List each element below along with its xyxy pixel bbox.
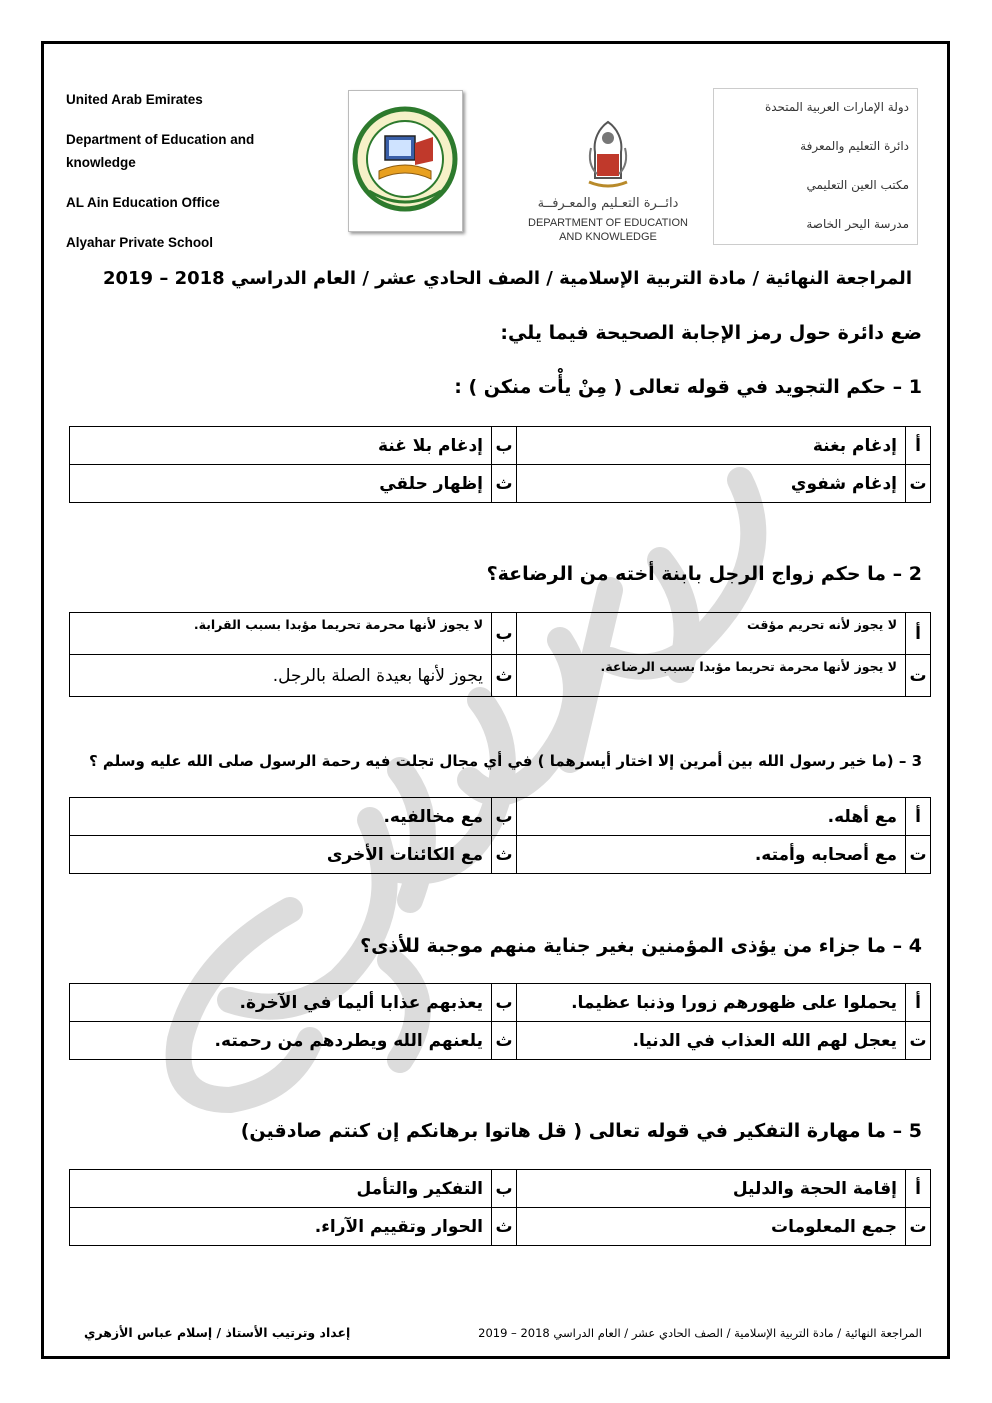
table-row	[70, 798, 931, 836]
option-letter[interactable]: ب	[492, 984, 517, 1022]
question-3: 3 – (ما خير رسول الله بين أمرين إلا اختار أيسرهما ) في أي مجال تجلت فيه رحمة الرسول صلى الله عليه وسلم ؟	[88, 752, 922, 770]
option-text[interactable]: يجوز لأنها بعيدة الصلة بالرجل.	[70, 655, 492, 697]
department-logo-line2: AND KNOWLEDGE	[559, 231, 657, 243]
option-letter[interactable]: ث	[492, 1208, 517, 1246]
footer-title: المراجعة النهائية / مادة التربية الإسلامية / الصف الحادي عشر / العام الدراسي 2018 – 2019	[478, 1326, 922, 1340]
arabic-header	[713, 88, 918, 245]
office-name: AL Ain Education Office	[66, 195, 220, 210]
table-row	[70, 1022, 931, 1060]
option-text[interactable]: التفكير والتأمل	[70, 1170, 492, 1208]
option-letter[interactable]: ت	[906, 1022, 931, 1060]
option-text[interactable]: إقامة الحجة والدليل	[517, 1170, 906, 1208]
option-letter[interactable]: ث	[492, 1022, 517, 1060]
department-logo-english	[518, 216, 698, 244]
option-letter[interactable]: ت	[906, 465, 931, 503]
option-letter[interactable]: أ	[906, 613, 931, 655]
arabic-school-name: مدرسة اليحر الخاصة	[806, 217, 909, 231]
question-5: 5 – ما مهارة التفكير في قوله تعالى ( قل هاتوا برهانكم إن كنتم صادقين)	[240, 1120, 922, 1142]
arabic-country-name: دولة الإمارات العربية المتحدة	[764, 100, 909, 114]
table-row	[70, 984, 931, 1022]
school-seal-icon	[349, 91, 462, 231]
options-table-3	[69, 797, 931, 874]
option-letter[interactable]: ت	[906, 836, 931, 874]
footer-author: إعداد وترتيب الأستاذ / إسلام عباس الأزهري	[84, 1325, 351, 1340]
option-text[interactable]: لا يجوز لأنها محرمة تحريما مؤبدا بسبب الرضاعة.	[517, 655, 906, 697]
options-table-5	[69, 1169, 931, 1246]
option-text[interactable]: لا يجوز لأنها محرمة تحريما مؤبدا بسبب القرابة.	[70, 613, 492, 655]
option-text[interactable]: جمع المعلومات	[517, 1208, 906, 1246]
option-letter[interactable]: ث	[492, 465, 517, 503]
option-letter[interactable]: أ	[906, 427, 931, 465]
question-1: 1 – حكم التجويد في قوله تعالى ( مِنْ يأْت منكن ) :	[454, 376, 922, 398]
option-text[interactable]: لا يجوز لأنه تحريم مؤقت	[517, 613, 906, 655]
option-text[interactable]: الحوار وتقييم الآراء.	[70, 1208, 492, 1246]
option-letter[interactable]: ب	[492, 798, 517, 836]
page-title: المراجعة النهائية / مادة التربية الإسلامية / الصف الحادي عشر / العام الدراسي 2018 – 2019	[102, 268, 912, 289]
option-letter[interactable]: ب	[492, 613, 517, 655]
english-header	[66, 88, 326, 271]
option-text[interactable]: يلعنهم الله ويطردهم من رحمته.	[70, 1022, 492, 1060]
option-letter[interactable]: ث	[492, 836, 517, 874]
table-row	[70, 427, 931, 465]
arabic-department-name: دائرة التعليم والمعرفة	[800, 139, 909, 153]
department-logo-line1: DEPARTMENT OF EDUCATION	[528, 217, 688, 229]
department-name: Department of Education and knowledge	[66, 132, 255, 170]
option-letter[interactable]: ب	[492, 1170, 517, 1208]
option-letter[interactable]: ت	[906, 655, 931, 697]
option-text[interactable]: يعذبهم عذابا أليما في الآخرة.	[70, 984, 492, 1022]
option-letter[interactable]: أ	[906, 1170, 931, 1208]
table-row	[70, 836, 931, 874]
options-table-1	[69, 426, 931, 503]
department-logo	[518, 118, 698, 248]
table-row	[70, 655, 931, 697]
option-text[interactable]: يحملوا على ظهورهم زورا وذنبا عظيما.	[517, 984, 906, 1022]
option-text[interactable]: مع أهله.	[517, 798, 906, 836]
arabic-office-name: مكتب العين التعليمي	[806, 178, 909, 192]
falcon-emblem-icon	[583, 118, 633, 193]
department-logo-arabic: دائــرة التعـليم والمعـرفــة	[537, 196, 679, 211]
instruction: ضع دائرة حول رمز الإجابة الصحيحة فيما يلي:	[500, 322, 922, 344]
option-text[interactable]: مع مخالفيه.	[70, 798, 492, 836]
option-text[interactable]: إظهار حلقي	[70, 465, 492, 503]
option-text[interactable]: إدغام شفوي	[517, 465, 906, 503]
options-table-4	[69, 983, 931, 1060]
question-2: 2 – ما حكم زواج الرجل بابنة أخته من الرضاعة؟	[486, 563, 922, 585]
option-letter[interactable]: ت	[906, 1208, 931, 1246]
question-4: 4 – ما جزاء من يؤذى المؤمنين بغير جناية منهم موجبة للأذى؟	[360, 935, 922, 957]
option-text[interactable]: مع أصحابه وأمته.	[517, 836, 906, 874]
table-row	[70, 613, 931, 655]
option-text[interactable]: يعجل لهم الله العذاب في الدنيا.	[517, 1022, 906, 1060]
option-letter[interactable]: أ	[906, 798, 931, 836]
school-logo	[348, 90, 463, 232]
table-row	[70, 1208, 931, 1246]
school-name: Alyahar Private School	[66, 235, 214, 250]
option-letter[interactable]: ث	[492, 655, 517, 697]
option-text[interactable]: مع الكائنات الأخرى	[70, 836, 492, 874]
option-text[interactable]: إدغام بلا غنة	[70, 427, 492, 465]
option-text[interactable]: إدغام بغنة	[517, 427, 906, 465]
options-table-2	[69, 612, 931, 697]
table-row	[70, 465, 931, 503]
country-name: United Arab Emirates	[66, 92, 203, 107]
option-letter[interactable]: أ	[906, 984, 931, 1022]
option-letter[interactable]: ب	[492, 427, 517, 465]
table-row	[70, 1170, 931, 1208]
